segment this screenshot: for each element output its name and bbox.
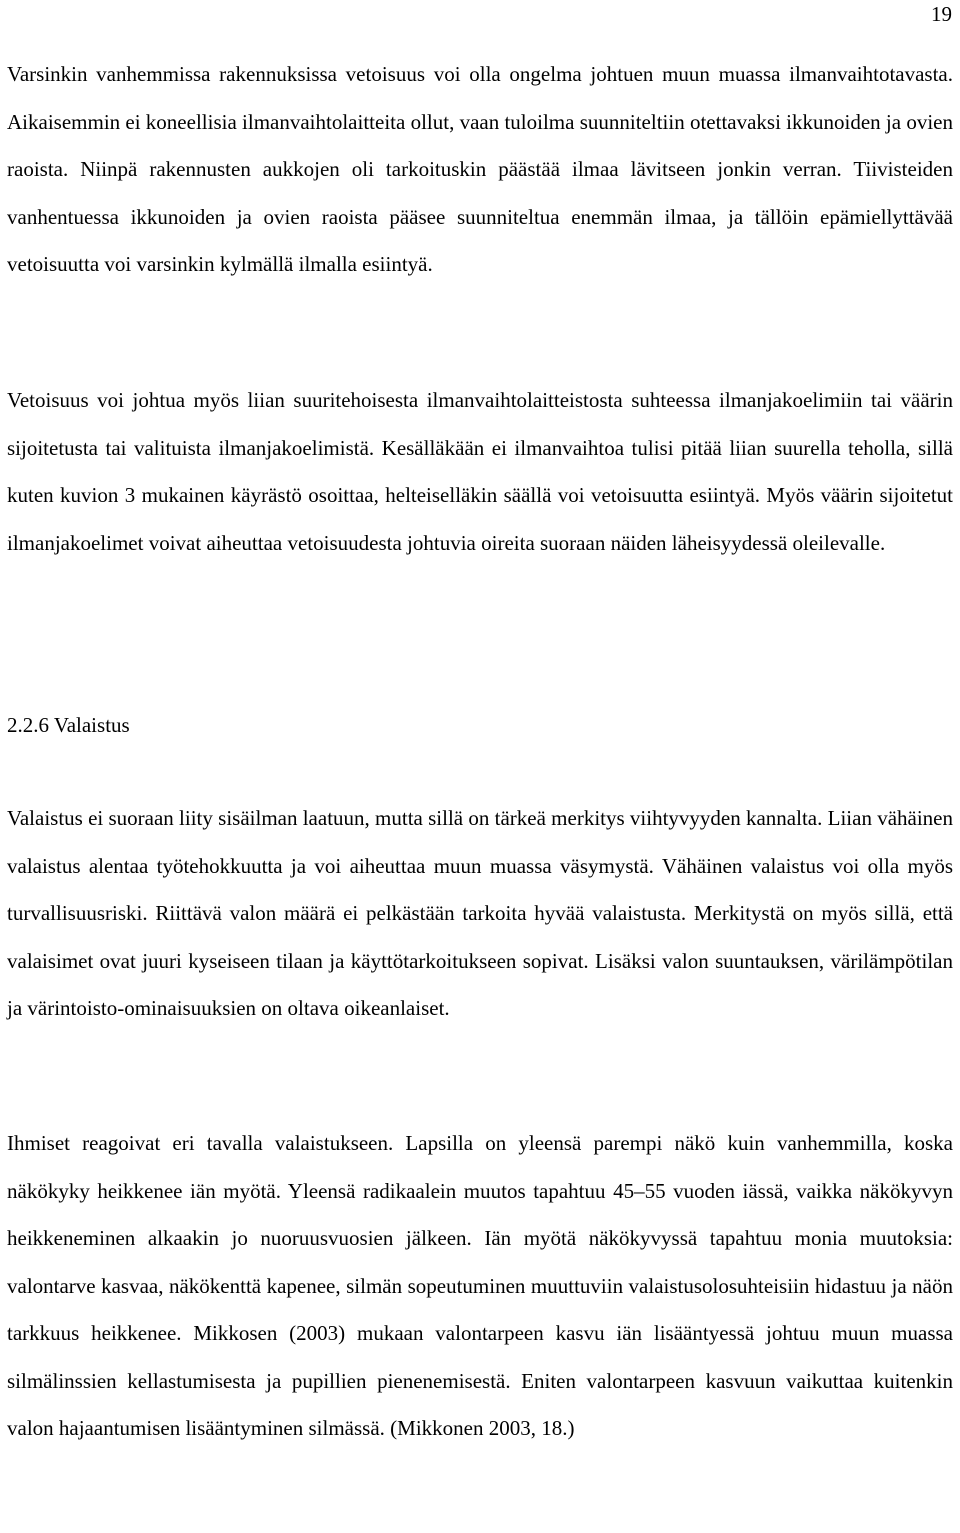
paragraph-valaistus-merkitys: Valaistus ei suoraan liity sisäilman laatuun, mutta sillä on tärkeä merkitys viihtyvyyden kannalta. Liian vähäinen valaistus alentaa työtehokkuutta ja voi aiheuttaa muun muassa väsymystä. Vähäinen valaistus voi olla myös turvallisuusriski. Riittävä valon määrä ei pelkästään tarkoita hyvää valaistusta. Merkitystä on myös sillä, että valaisimet ovat juuri kyseiseen tilaan ja käyttötarkoitukseen sopivat. Lisäksi valon suuntauksen, värilämpötilan ja värintoisto-ominaisuuksien on oltava oikeanlaiset. — [7, 806, 953, 1020]
paragraph-vetoisuus-ilmanvaihtotapa: Varsinkin vanhemmissa rakennuksissa vetoisuus voi olla ongelma johtuen muun muassa ilmanvaihtotavasta. Aikaisemmin ei koneellisia ilmanvaihtolaitteita ollut, vaan tuloilma suunniteltiin otettavaksi ikkunoiden ja ovien raoista. Niinpä rakennusten aukkojen oli tarkoituskin päästää ilmaa lävitseen jonkin verran. Tiivisteiden vanhentuessa ikkunoiden ja ovien raoista pääsee suunniteltua enemmän ilmaa, ja tällöin epämiellyttävää vetoisuutta voi varsinkin kylmällä ilmalla esiintyä. — [7, 62, 953, 276]
section-heading-valaistus: 2.2.6 Valaistus — [7, 713, 130, 737]
paragraph-valaistus-ika: Ihmiset reagoivat eri tavalla valaistukseen. Lapsilla on yleensä parempi näkö kuin vanhemmilla, koska näkökyky heikkenee iän myötä. Yleensä radikaalein muutos tapahtuu 45–55 vuoden iässä, vaikka näkökyvyn heikkeneminen alkaakin jo nuoruusvuosien jälkeen. Iän myötä näkökyvyssä tapahtuu monia muutoksia: valontarve kasvaa, näkökenttä kapenee, silmän sopeutuminen muuttuviin valaistusolosuhteisiin hidastuu ja näön tarkkuus heikkenee. Mikkosen (2003) mukaan valontarpeen kasvu iän lisääntyessä johtuu muun muassa silmälinssien kellastumisesta ja pupillien pienenemisestä. Eniten valontarpeen kasvuun vaikuttaa kuitenkin valon hajaantumisen lisääntyminen silmässä. (Mikkonen 2003, 18.) — [7, 1131, 953, 1440]
page-number: 19 — [931, 2, 952, 26]
paragraph-vetoisuus-ilmanjakoelimet: Vetoisuus voi johtua myös liian suuritehoisesta ilmanvaihtolaitteistosta suhteessa ilmanjakoelimiin tai väärin sijoitetusta tai valituista ilmanjakoelimistä. Kesälläkään ei ilmanvaihtoa tulisi pitää liian suurella teholla, sillä kuten kuvion 3 mukainen käyrästö osoittaa, helteiselläkin säällä voi vetoisuutta esiintyä. Myös väärin sijoitetut ilmanjakoelimet voivat aiheuttaa vetoisuudesta johtuvia oireita suoraan näiden läheisyydessä oleilevalle. — [7, 388, 953, 555]
